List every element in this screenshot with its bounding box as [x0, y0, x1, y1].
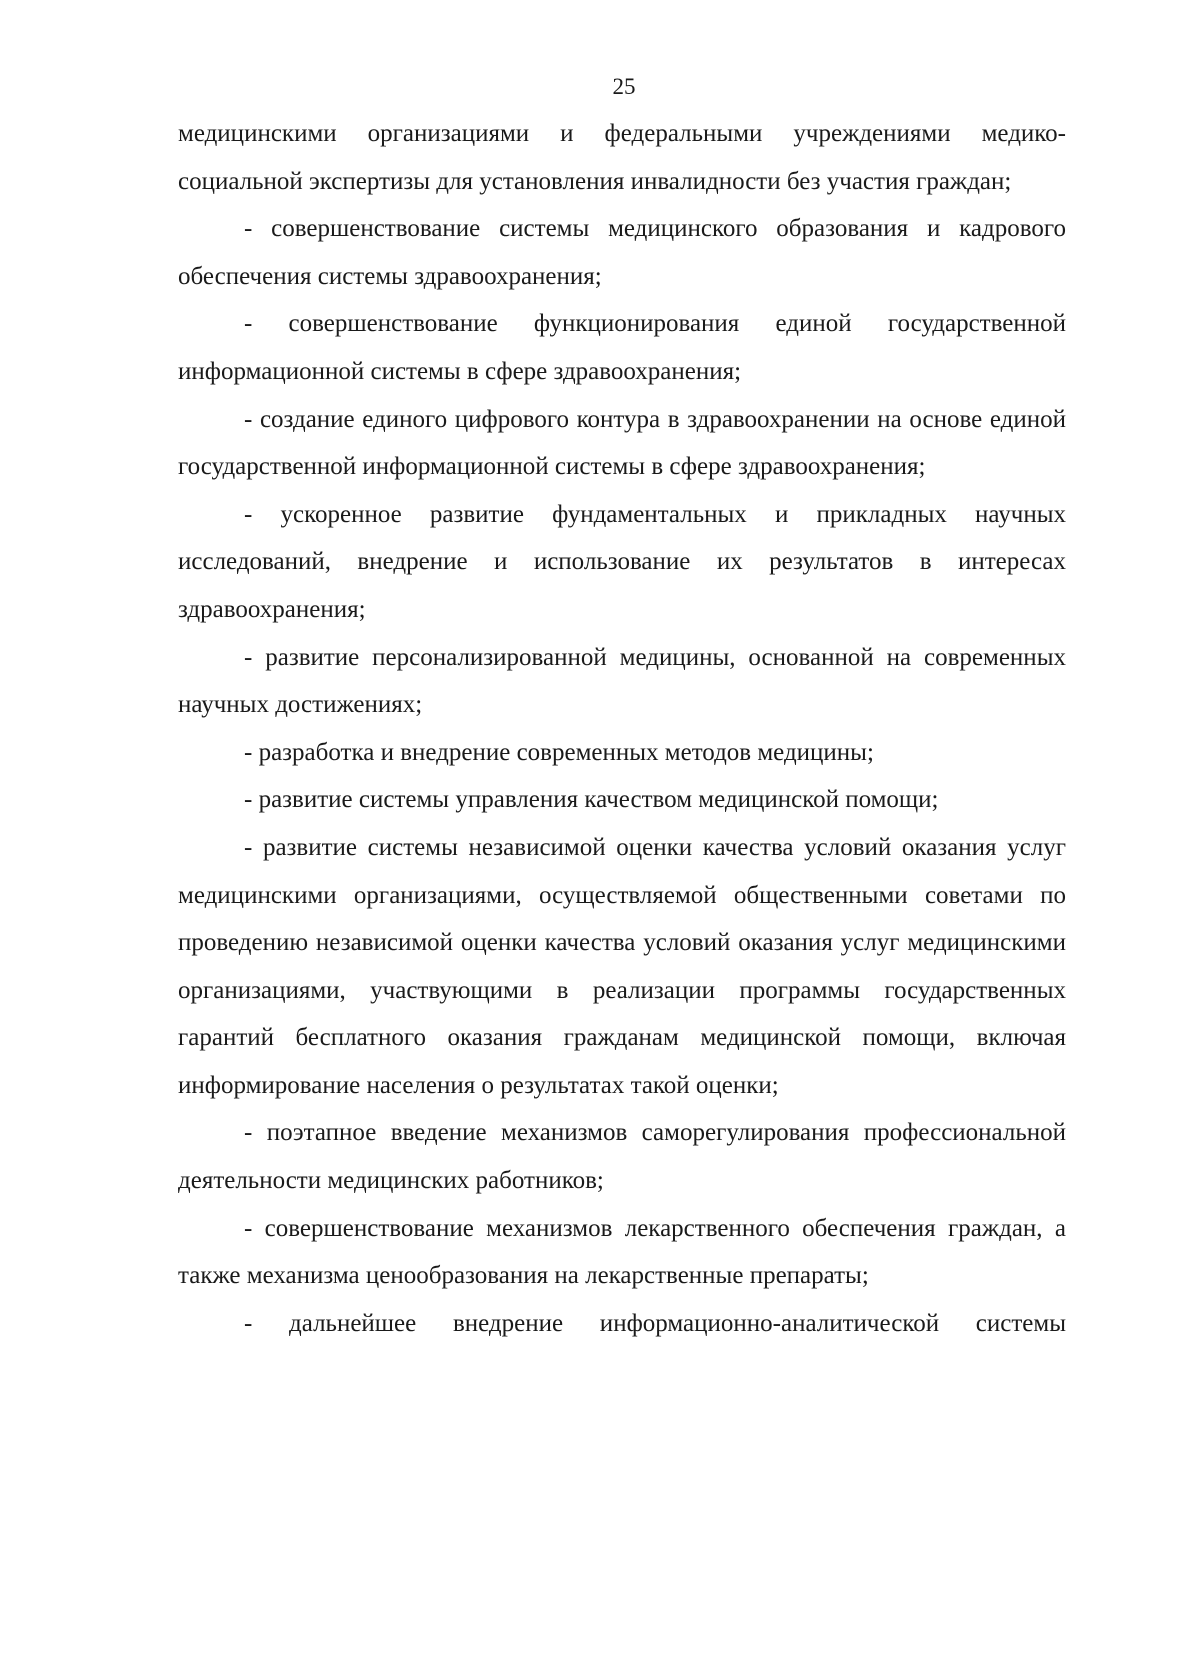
page-number: 25 — [612, 74, 636, 99]
list-item-modern-methods: - разработка и внедрение современных методов медицины; — [244, 738, 874, 766]
list-item-scientific-research: - ускоренное развитие фундаментальных и прикладных научных исследований, внедрение и использование их результатов в интересах здравоохранения; — [178, 500, 1066, 623]
list-item-quality-management: - развитие системы управления качеством медицинской помощи; — [244, 786, 939, 814]
list-item-egisz-functioning: - совершенствование функционирования единой государственной информационной системы в сфере здравоохранения; — [178, 310, 1066, 385]
document-body — [178, 110, 1066, 1347]
list-item-medical-education: - совершенствование системы медицинского образования и кадрового обеспечения системы здравоохранения; — [178, 215, 1066, 290]
list-item-digital-contour: - создание единого цифрового контура в здравоохранении на основе единой государственной информационной системы в сфере здравоохранения; — [178, 405, 1066, 481]
list-item-independent-assessment: - развитие системы независимой оценки качества условий оказания услуг медицинскими организациями, осуществляемой общественными советами по проведению независимой оценки качества условий оказания услуг медицинскими организациями, участвующими в реализации программы государственных гарантий бесплатного оказания гражданам медицинской помощи, включая информирование населения о результатах такой оценки; — [178, 833, 1066, 1099]
list-item-self-regulation: - поэтапное введение механизмов саморегулирования профессиональной деятельности медицинских работников; — [178, 1119, 1066, 1195]
paragraph-continuation: медицинскими организациями и федеральными учреждениями медико-социальной экспертизы для установления инвалидности без участия граждан; — [178, 120, 1066, 195]
list-item-information-system: - дальнейшее внедрение информационно-аналитической системы — [244, 1309, 1066, 1337]
list-item-drug-supply: - совершенствование механизмов лекарственного обеспечения граждан, а также механизма ценообразования на лекарственные препараты; — [178, 1214, 1066, 1290]
list-item-personalized-medicine: - развитие персонализированной медицины, основанной на современных научных достижениях; — [178, 643, 1066, 719]
